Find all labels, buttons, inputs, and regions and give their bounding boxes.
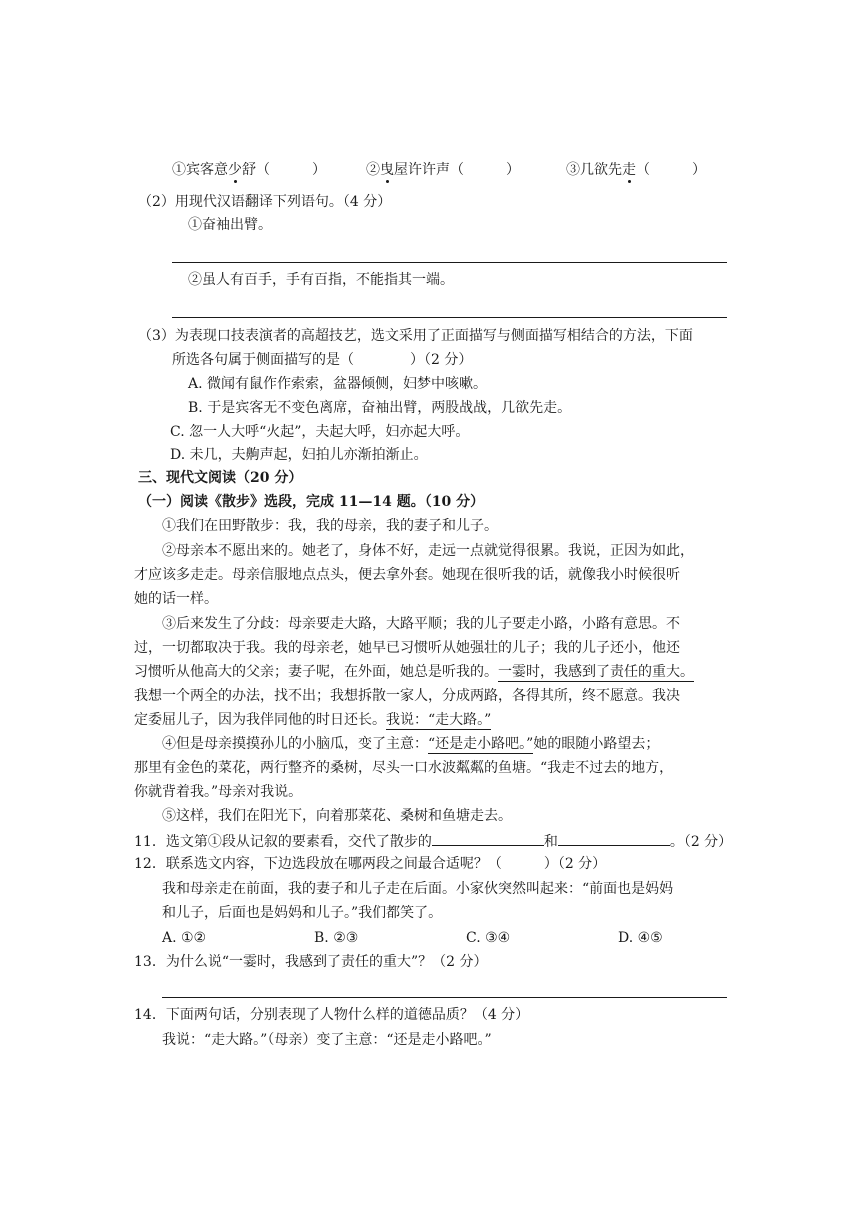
- question-12-text-line-1: 我和母亲走在前面，我的妻子和儿子走在后面。小家伙突然叫起来：“前面也是妈妈: [162, 881, 674, 897]
- emphasis-char: 曳: [380, 162, 394, 178]
- text: ①宾客意: [172, 162, 228, 178]
- text: 和: [543, 834, 558, 850]
- passage-p2-line-1: ②母亲本不愿出来的。她老了，身体不好，走远一点就觉得很累。我说，正因为如此，: [162, 543, 694, 559]
- passage-p3-line-4: 我想一个两全的办法，找不出；我想拆散一家人，分成两路，各得其所，终不愿意。我决: [134, 688, 680, 704]
- question-12-option-b: B. ②③: [314, 930, 359, 946]
- text: ③几欲先: [566, 162, 622, 178]
- underlined-sentence: “还是走小路吧。”: [428, 736, 534, 752]
- passage-p2-line-3: 她的话一样。: [134, 591, 218, 607]
- section-3-title: 三、现代文阅读（20 分）: [138, 470, 303, 486]
- q10-3-prompt-line-1: （3）为表现口技表演者的高超技艺，选文采用了正面描写与侧面描写相结合的方法，下面: [138, 328, 693, 344]
- question-12-prompt: 12．联系选文内容，下边选段放在哪两段之间最合适呢？（ ）（2 分）: [134, 856, 607, 872]
- passage-p3-line-5: [134, 710, 491, 730]
- passage-p4-line-3: 你就背着我。”母亲对我说。: [134, 784, 303, 800]
- question-14-prompt: 14．下面两句话，分别表现了人物什么样的道德品质？（4 分）: [134, 1007, 530, 1023]
- passage-p4-line-1: [162, 734, 659, 754]
- question-12-option-c: C. ③④: [466, 930, 511, 946]
- text: ②: [366, 162, 380, 178]
- question-12-option-a: A. ①②: [162, 930, 207, 946]
- underlined-sentence: 一霎时，我感到了责任的重大。: [498, 664, 694, 680]
- question-12-option-d: D. ④⑤: [618, 930, 663, 946]
- text: ④但是母亲摸摸孙儿的小脑瓜，变了主意：: [162, 736, 428, 752]
- answer-line[interactable]: [172, 317, 727, 318]
- text: 定委屈儿子，因为我伴同他的时日还长。: [134, 712, 386, 728]
- text: 舒（ ）: [242, 162, 326, 178]
- emphasis-char: 少: [228, 162, 242, 178]
- question-13-prompt: 13．为什么说“一霎时，我感到了责任的重大”？（2 分）: [134, 954, 488, 970]
- text: 。（2 分）: [669, 834, 733, 850]
- text: 习惯听从他高大的父亲；妻子呢，在外面，她总是听我的。: [134, 664, 498, 680]
- q10-1-item-1: [172, 160, 326, 180]
- emphasis-char: 走: [622, 162, 636, 178]
- text: 11．选文第①段从记叙的要素看，交代了散步的: [134, 834, 432, 850]
- passage-p4-line-2: 那里有金色的菜花，两行整齐的桑树，尽头一口水波粼粼的鱼塘。“我走不过去的地方，: [134, 760, 674, 776]
- answer-blank[interactable]: [558, 831, 670, 846]
- q10-3-option-d: D. 未几，夫齁声起，妇拍儿亦渐拍渐止。: [170, 447, 428, 463]
- text: 屋许许声（ ）: [394, 162, 520, 178]
- passage-p5: ⑤这样，我们在阳光下，向着那菜花、桑树和鱼塘走去。: [162, 808, 512, 824]
- passage-p1: ①我们在田野散步：我，我的母亲，我的妻子和儿子。: [162, 518, 498, 534]
- text: 她的眼随小路望去；: [533, 736, 660, 752]
- text: （ ）: [636, 162, 706, 178]
- q10-3-option-b: B. 于是宾客无不变色离席，奋袖出臂，两股战战，几欲先走。: [188, 400, 572, 416]
- q10-1-item-3: [566, 160, 706, 180]
- passage-p3-line-3: [134, 662, 694, 682]
- q10-2-sentence-1: ①奋袖出臂。: [188, 217, 272, 233]
- q10-1-item-2: [366, 160, 520, 180]
- q10-2-sentence-2: ②虽人有百手，手有百指，不能指其一端。: [188, 272, 454, 288]
- question-14-quote: 我说：“走大路。”（母亲）变了主意：“还是走小路吧。”: [162, 1032, 492, 1048]
- passage-p3-line-2: 过，一切都取决于我。我的母亲老，她早已习惯听从她强壮的儿子；我的儿子还小，他还: [134, 640, 680, 656]
- q10-2-prompt: （2）用现代汉语翻译下列语句。（4 分）: [138, 194, 392, 210]
- section-3-subtitle: （一）阅读《散步》选段，完成 11—14 题。（10 分）: [138, 494, 485, 510]
- question-12-text-line-2: 和儿子，后面也是妈妈和儿子。”我们都笑了。: [162, 905, 443, 921]
- q10-3-prompt-line-2: 所选各句属于侧面描写的是（ ）（2 分）: [172, 352, 473, 368]
- answer-blank[interactable]: [432, 831, 544, 846]
- passage-p3-line-1: ③后来发生了分歧：母亲要走大路，大路平顺；我的儿子要走小路，小路有意思。不: [162, 616, 680, 632]
- passage-p2-line-2: 才应该多走走。母亲信服地点点头，便去拿外套。她现在很听我的话，就像我小时候很听: [134, 567, 680, 583]
- underlined-sentence: 我说：“走大路。”: [386, 712, 492, 728]
- answer-line[interactable]: [172, 262, 727, 263]
- answer-line[interactable]: [162, 997, 727, 998]
- question-11: [134, 831, 732, 852]
- q10-3-option-a: A. 微闻有鼠作作索索，盆器倾侧，妇梦中咳嗽。: [188, 376, 488, 392]
- q10-3-option-c: C. 忽一人大呼“火起”，夫起大呼，妇亦起大呼。: [170, 424, 470, 440]
